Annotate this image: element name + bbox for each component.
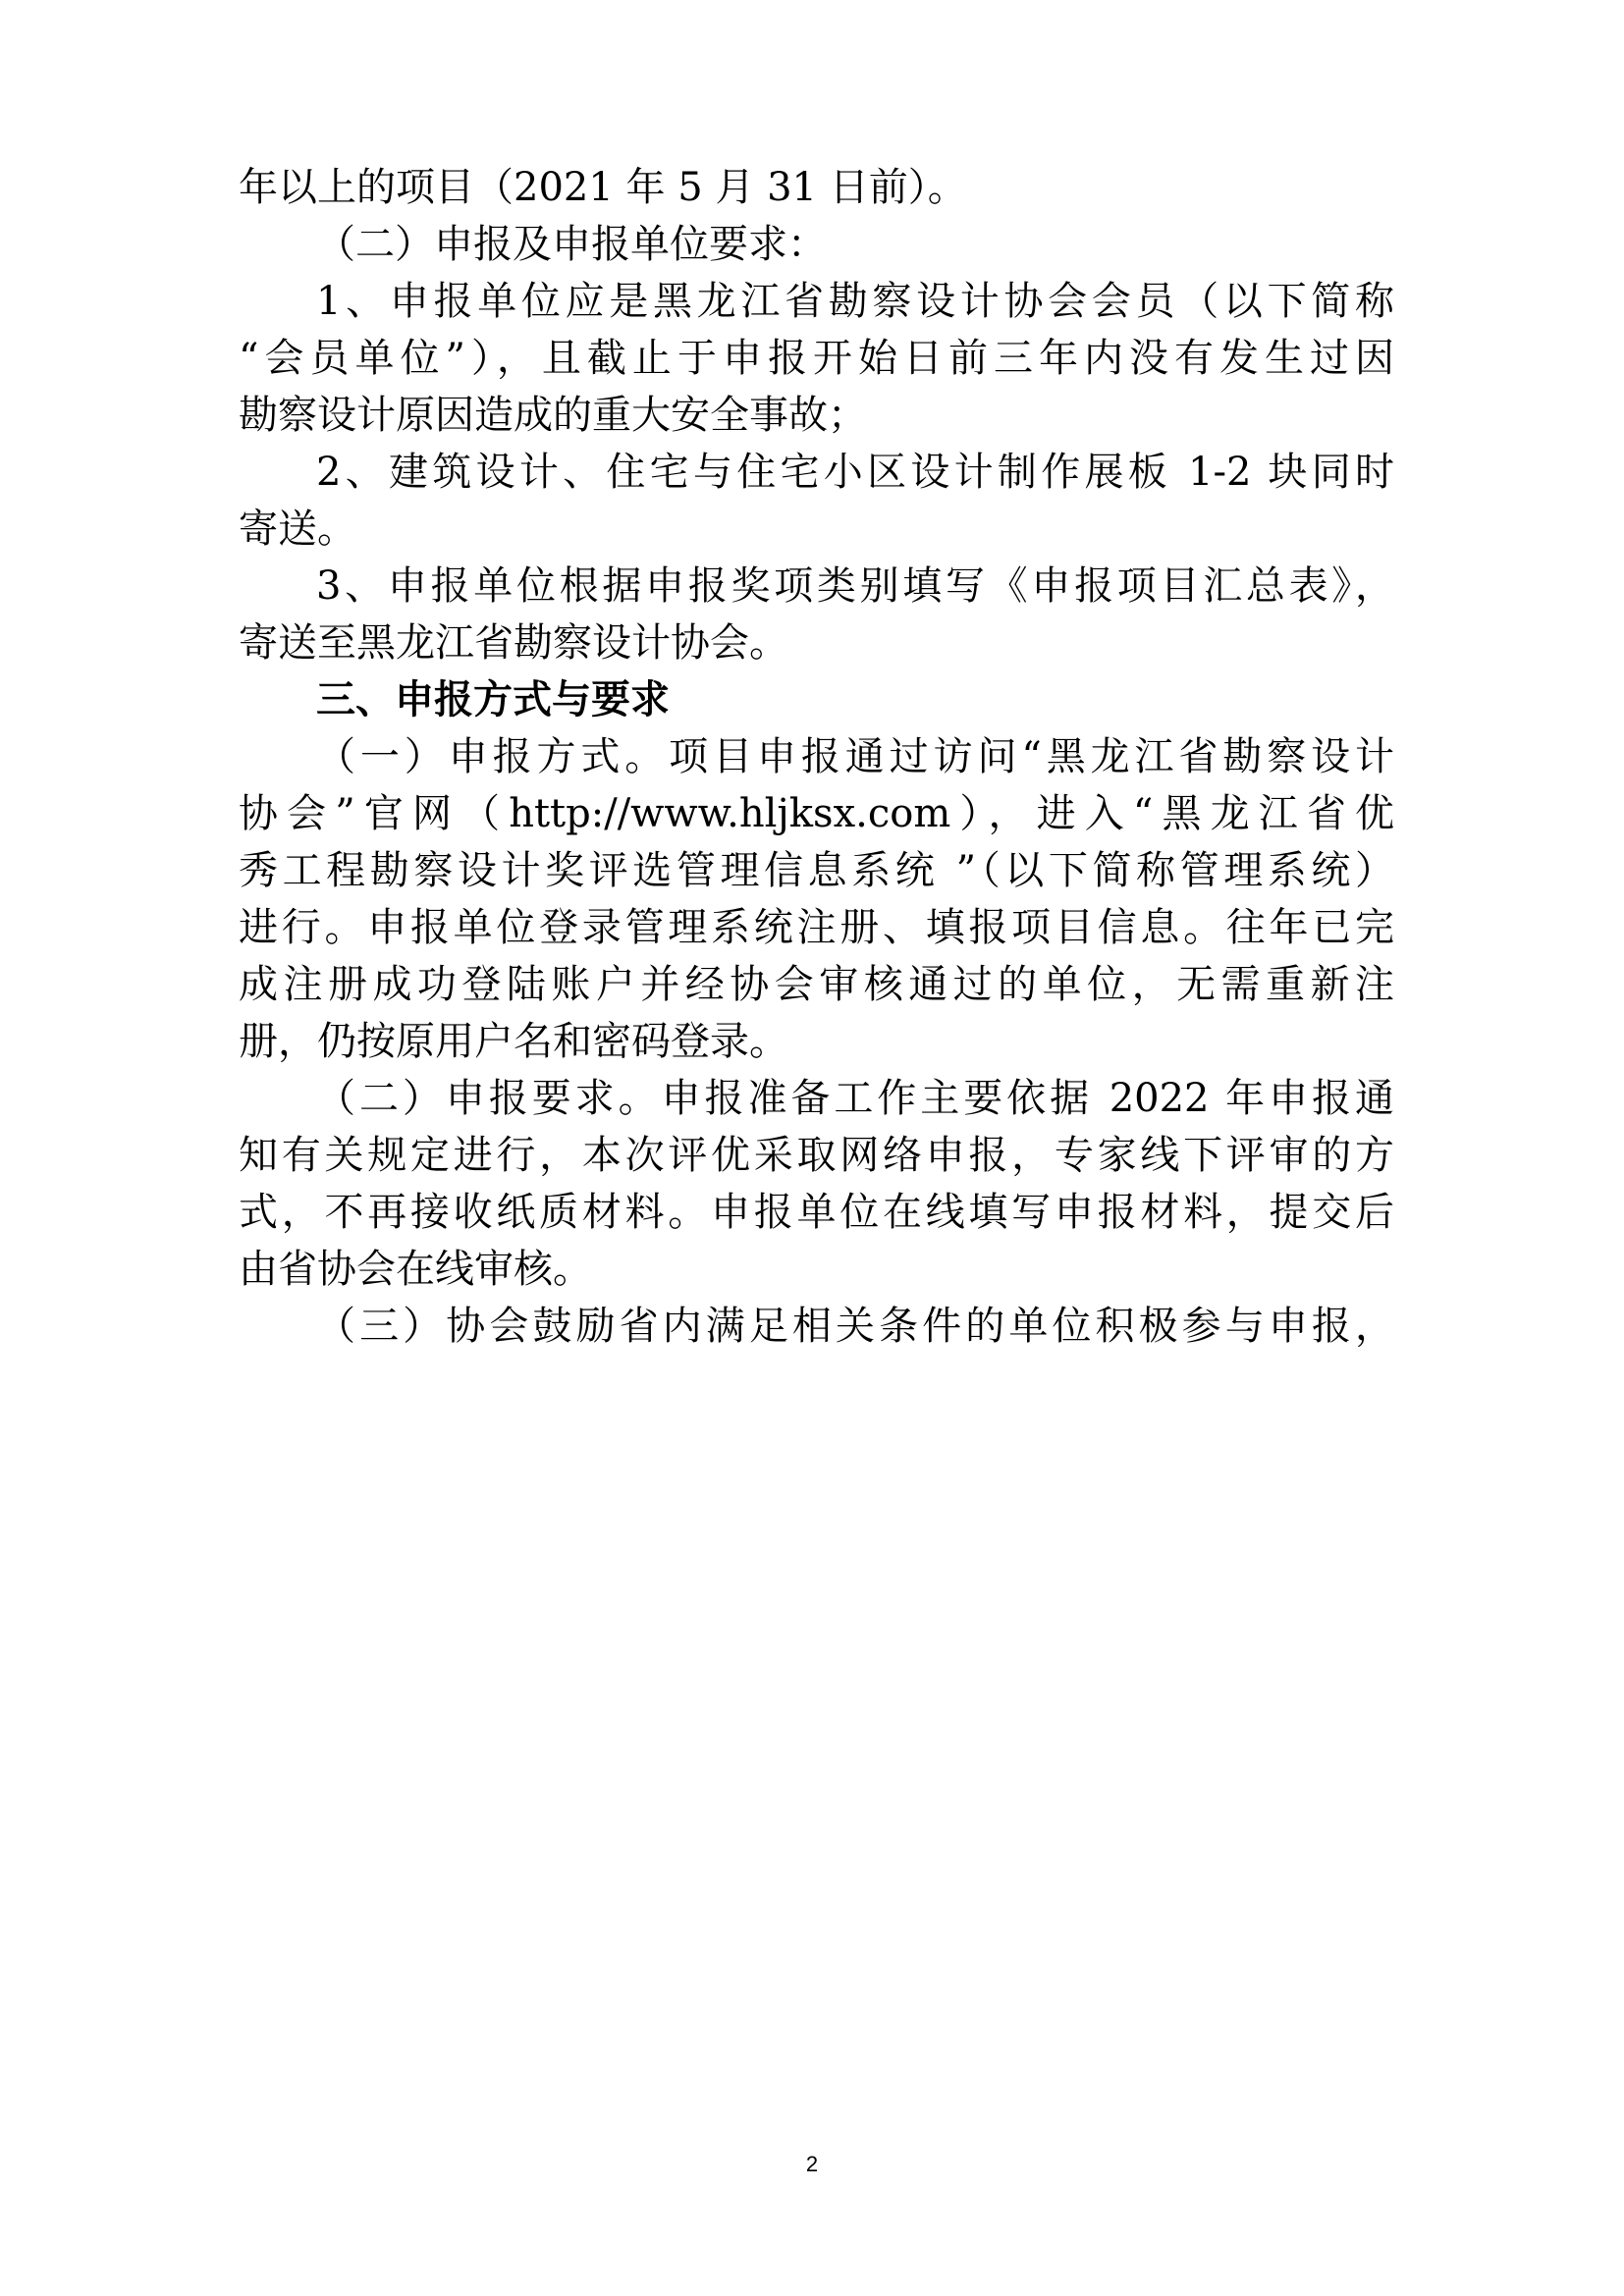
text-line-19: 式，不再接收纸质材料。申报单位在线填写申报材料，提交后 xyxy=(239,1190,1394,1235)
text-line-12: 协会”官网（http://www.hljksx.com），进入“黑龙江省优 xyxy=(239,791,1394,836)
text-line-14: 进行。申报单位登录管理系统注册、填报项目信息。往年已完 xyxy=(239,905,1394,950)
text-line-8: 3、申报单位根据申报奖项类别填写《申报项目汇总表》， xyxy=(316,563,1394,609)
text-line-20: 由省协会在线审核。 xyxy=(239,1247,592,1292)
text-line-3: 1、申报单位应是黑龙江省勘察设计协会会员（以下简称 xyxy=(316,279,1394,324)
text-line-9: 寄送至黑龙江省勘察设计协会。 xyxy=(239,620,788,666)
text-line-16: 册，仍按原用户名和密码登录。 xyxy=(239,1019,788,1064)
section-heading: 三、申报方式与要求 xyxy=(316,677,670,722)
text-line-5: 勘察设计原因造成的重大安全事故； xyxy=(239,393,867,438)
text-line-17: （二）申报要求。申报准备工作主要依据 2022 年申报通 xyxy=(316,1076,1394,1121)
text-line-13: 秀工程勘察设计奖评选管理信息系统 ”（以下简称管理系统） xyxy=(239,848,1394,893)
text-line-18: 知有关规定进行，本次评优采取网络申报，专家线下评审的方 xyxy=(239,1133,1394,1178)
text-line-1: 年以上的项目（2021 年 5 月 31 日前）。 xyxy=(239,165,967,210)
text-line-11: （一）申报方式。项目申报通过访问“黑龙江省勘察设计 xyxy=(316,734,1394,779)
text-line-4: “会员单位”），且截止于申报开始日前三年内没有发生过因 xyxy=(239,336,1394,381)
text-line-7: 寄送。 xyxy=(239,507,356,552)
text-line-21: （三）协会鼓励省内满足相关条件的单位积极参与申报， xyxy=(316,1304,1394,1349)
text-line-6: 2、建筑设计、住宅与住宅小区设计制作展板 1-2 块同时 xyxy=(316,450,1394,495)
text-line-2: （二）申报及申报单位要求： xyxy=(316,222,827,267)
page-number: 2 xyxy=(805,2152,819,2176)
text-line-15: 成注册成功登陆账户并经协会审核通过的单位，无需重新注 xyxy=(239,962,1394,1007)
